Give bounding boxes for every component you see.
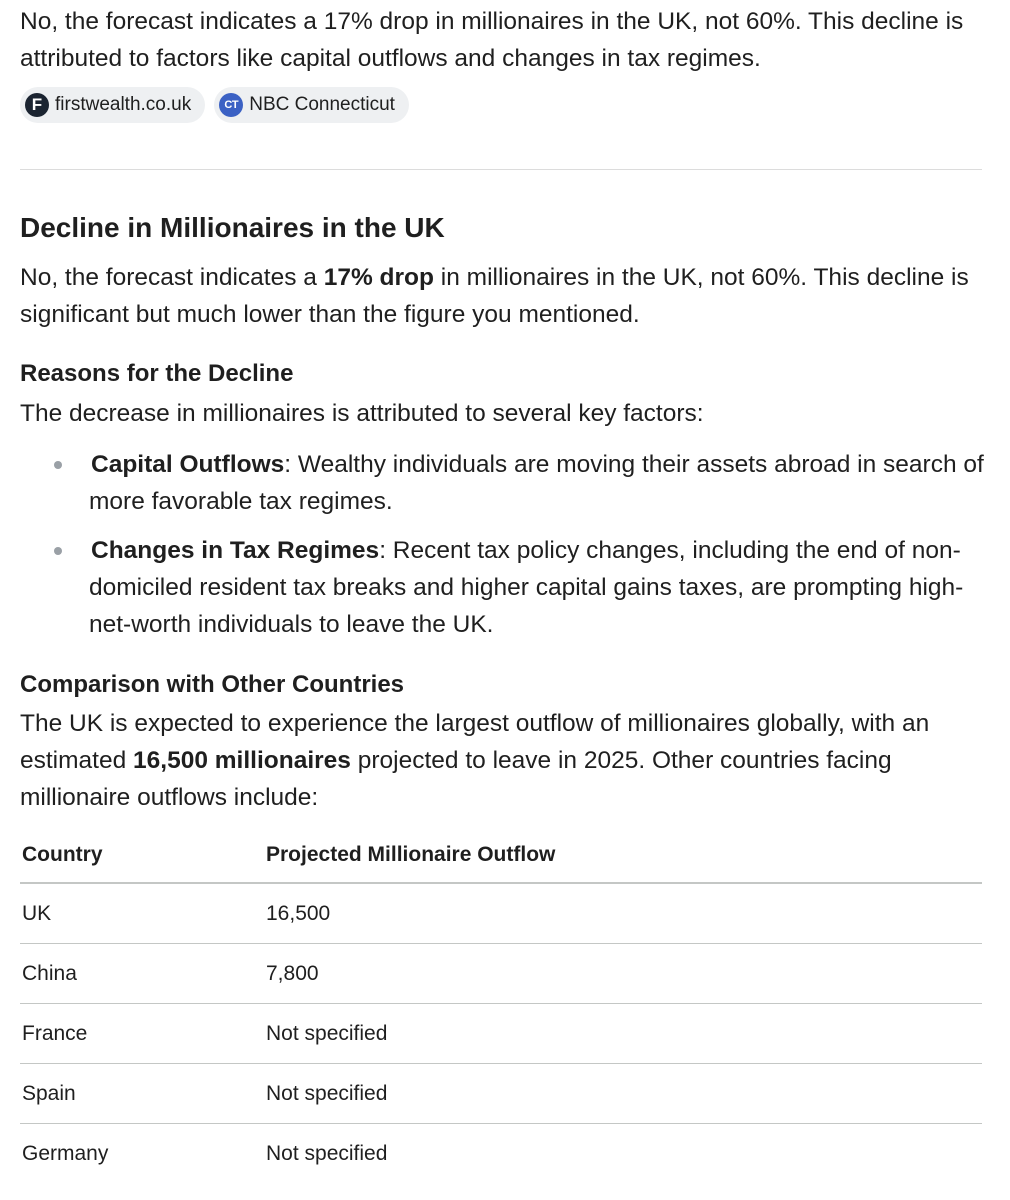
country-cell: Spain <box>20 1064 264 1124</box>
country-cell: China <box>20 944 264 1004</box>
comparison-heading: Comparison with Other Countries <box>20 671 405 698</box>
source-chip-firstwealth[interactable] <box>20 87 205 123</box>
outflow-cell: 16,500 <box>264 883 982 944</box>
source-chip-label: NBC Connecticut <box>249 94 395 115</box>
section-title: Decline in Millionaires in the UK <box>20 212 445 243</box>
bullet-icon <box>54 461 62 469</box>
list-item <box>20 446 985 520</box>
country-cell: France <box>20 1004 264 1064</box>
bullet-icon <box>54 547 62 555</box>
reasons-heading: Reasons for the Decline <box>20 360 294 387</box>
comparison-emphasis: 16,500 millionaires <box>133 747 351 774</box>
intro-text-end: in millionaires in the UK, not 60%. This decline is significant but much lower than the figure you mentioned. <box>20 264 969 328</box>
comparison-paragraph <box>20 705 985 816</box>
source-chips <box>20 87 409 123</box>
table-row <box>20 1004 982 1064</box>
country-cell: UK <box>20 883 264 944</box>
country-cell: Germany <box>22 1141 109 1165</box>
column-header-country: Country <box>20 828 264 883</box>
outflow-cell: Not specified <box>264 1004 982 1064</box>
nbc-connecticut-logo-icon: CT <box>219 93 243 117</box>
bullet-text: : Recent tax policy changes, including the end of non-domiciled resident tax breaks and higher capital gains taxes, are prompting high-net-worth individuals to leave the UK. <box>89 537 964 638</box>
table-header-row <box>20 828 982 883</box>
table-row <box>20 883 982 944</box>
list-item <box>20 532 985 643</box>
comparison-text: The UK is expected to experience the largest outflow of millionaires globally, with an estimated <box>20 710 930 774</box>
outflow-table <box>20 828 982 1183</box>
source-chip-label: firstwealth.co.uk <box>55 94 192 115</box>
intro-paragraph <box>20 259 985 333</box>
table-row <box>20 1124 982 1184</box>
bullet-text: : Wealthy individuals are moving their assets abroad in search of more favorable tax regimes. <box>89 451 984 515</box>
firstwealth-logo-icon: F <box>25 93 49 117</box>
bullet-term: Changes in Tax Regimes <box>91 537 380 564</box>
outflow-cell: Not specified <box>264 1064 982 1124</box>
bullet-term: Capital Outflows <box>91 451 285 478</box>
table-row <box>20 944 982 1004</box>
table-row <box>20 1064 982 1124</box>
section-divider <box>20 169 982 170</box>
intro-emphasis: 17% drop <box>323 264 434 291</box>
outflow-cell: 7,800 <box>264 944 982 1004</box>
column-header-outflow: Projected Millionaire Outflow <box>264 828 982 883</box>
comparison-text-end: projected to leave in 2025. Other countries facing millionaire outflows include: <box>20 747 892 811</box>
reasons-lead: The decrease in millionaires is attributed to several key factors: <box>20 400 704 427</box>
source-chip-nbc-connecticut[interactable] <box>214 87 409 123</box>
intro-text: No, the forecast indicates a <box>20 264 324 291</box>
reasons-list <box>20 446 985 655</box>
outflow-cell: Not specified <box>266 1141 388 1165</box>
summary-text: No, the forecast indicates a 17% drop in millionaires in the UK, not 60%. This decline is attributed to factors like capital outflows and changes in tax regimes. <box>20 8 964 72</box>
